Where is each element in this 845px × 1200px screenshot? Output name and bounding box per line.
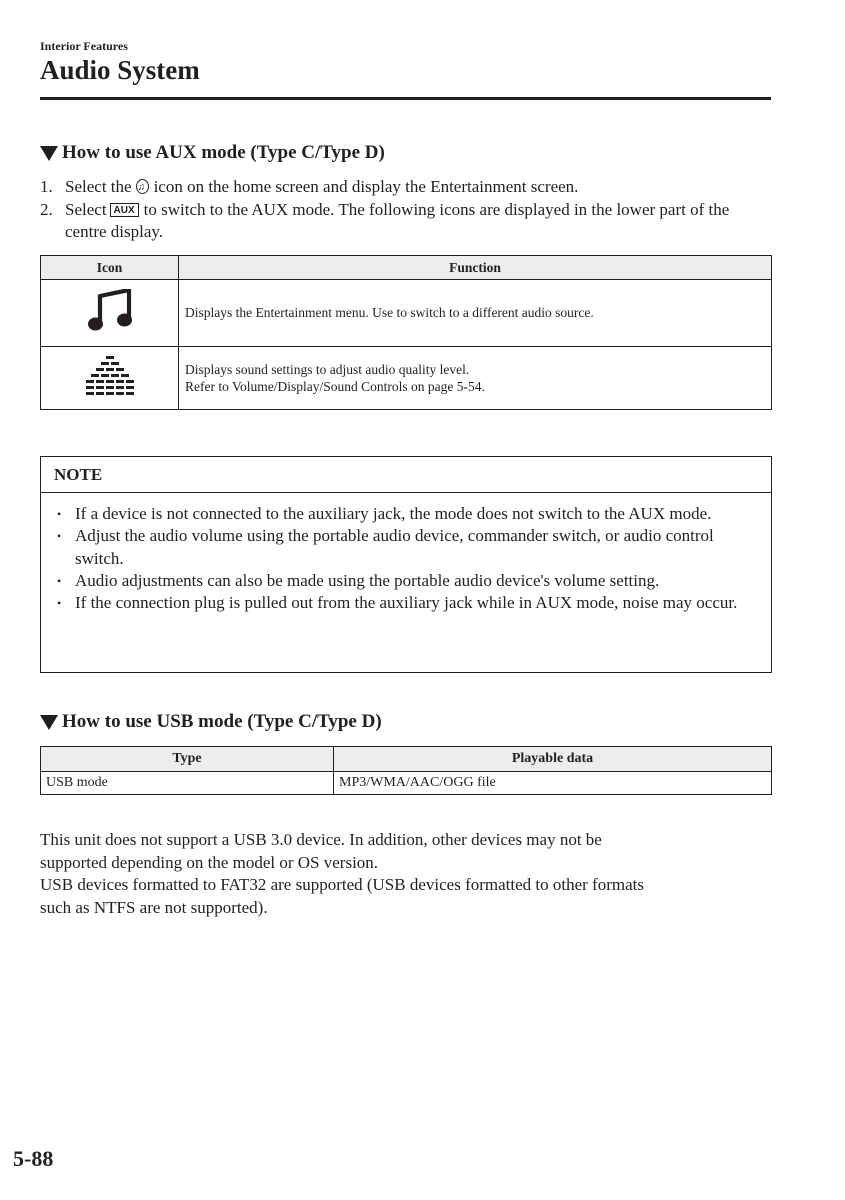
note-item xyxy=(57,592,761,614)
function-cell xyxy=(179,280,772,347)
step-text-part: icon on the home screen and display the Entertainment screen. xyxy=(153,177,579,196)
note-title: NOTE xyxy=(41,457,771,493)
paragraph-line: USB devices formatted to FAT32 are supported (USB devices formatted to other formats xyxy=(40,875,644,894)
title-rule xyxy=(40,97,771,100)
note-list xyxy=(41,493,771,614)
step-item xyxy=(40,176,775,199)
column-header-type: Type xyxy=(41,747,334,772)
table-header-row xyxy=(41,747,772,772)
type-cell: USB mode xyxy=(41,772,334,795)
note-text: If a device is not connected to the auxiliary jack, the mode does not switch to the AUX mode. xyxy=(75,504,712,523)
usb-section-heading xyxy=(40,711,382,733)
step-text xyxy=(65,176,775,199)
page-number: 5-88 xyxy=(13,1146,54,1171)
bullet-icon: • xyxy=(57,573,62,588)
aux-steps xyxy=(40,176,775,244)
paragraph-line: This unit does not support a USB 3.0 device. In addition, other devices may not be xyxy=(40,830,602,849)
note-text: Audio adjustments can also be made using the portable audio device's volume setting. xyxy=(75,570,660,590)
playable-data-cell: MP3/WMA/AAC/OGG file xyxy=(334,772,772,795)
table-row xyxy=(41,280,772,347)
step-text xyxy=(65,199,775,244)
column-header-icon: Icon xyxy=(41,256,179,280)
function-cell xyxy=(179,347,772,410)
music-note-icon xyxy=(87,289,133,333)
note-text: Adjust the audio volume using the portable audio device, commander switch, or audio control switch. xyxy=(75,526,714,568)
note-item xyxy=(57,525,761,570)
triangle-bullet-icon xyxy=(40,146,58,161)
function-text: Displays the Entertainment menu. Use to switch to a different audio source. xyxy=(185,305,594,321)
triangle-bullet-icon xyxy=(40,715,58,730)
aux-heading-text: How to use AUX mode (Type C/Type D) xyxy=(62,142,385,163)
step-text-part: Select xyxy=(65,199,107,219)
sound-equalizer-icon xyxy=(86,354,134,398)
column-header-function: Function xyxy=(179,256,772,280)
aux-button-label: AUX xyxy=(110,203,139,217)
note-box xyxy=(40,456,772,673)
table-header-row xyxy=(41,256,772,280)
icon-cell xyxy=(41,280,179,347)
step-number: 2. xyxy=(40,199,53,219)
music-note-circle-icon xyxy=(136,179,149,194)
section-label: Interior Features xyxy=(40,39,128,53)
usb-heading-text: How to use USB mode (Type C/Type D) xyxy=(62,711,382,732)
table-row xyxy=(41,347,772,410)
step-item xyxy=(40,199,775,244)
paragraph-line: such as NTFS are not supported). xyxy=(40,897,268,917)
step-number: 1. xyxy=(40,177,53,196)
step-text-part: to switch to the AUX mode. The following icons are displayed in the lower part of the centre display. xyxy=(65,199,730,241)
bullet-icon: • xyxy=(57,596,62,611)
function-text: Refer to Volume/Display/Sound Controls on page 5-54. xyxy=(185,379,485,394)
column-header-playable-data: Playable data xyxy=(334,747,772,772)
function-text: Displays sound settings to adjust audio quality level. xyxy=(185,361,470,377)
step-text-part: Select the xyxy=(65,177,132,196)
note-item xyxy=(57,503,761,525)
note-text: If the connection plug is pulled out from the auxiliary jack while in AUX mode, noise may occur. xyxy=(75,593,738,613)
usb-playable-table xyxy=(40,746,772,795)
icon-cell xyxy=(41,347,179,410)
aux-section-heading xyxy=(40,142,385,164)
note-item xyxy=(57,570,761,592)
paragraph-line: supported depending on the model or OS version. xyxy=(40,852,379,872)
icon-function-table xyxy=(40,255,772,410)
bullet-icon: • xyxy=(57,529,62,544)
table-row xyxy=(41,772,772,795)
page-title: Audio System xyxy=(40,55,200,85)
usb-support-paragraph xyxy=(40,829,775,919)
bullet-icon: • xyxy=(57,507,62,521)
